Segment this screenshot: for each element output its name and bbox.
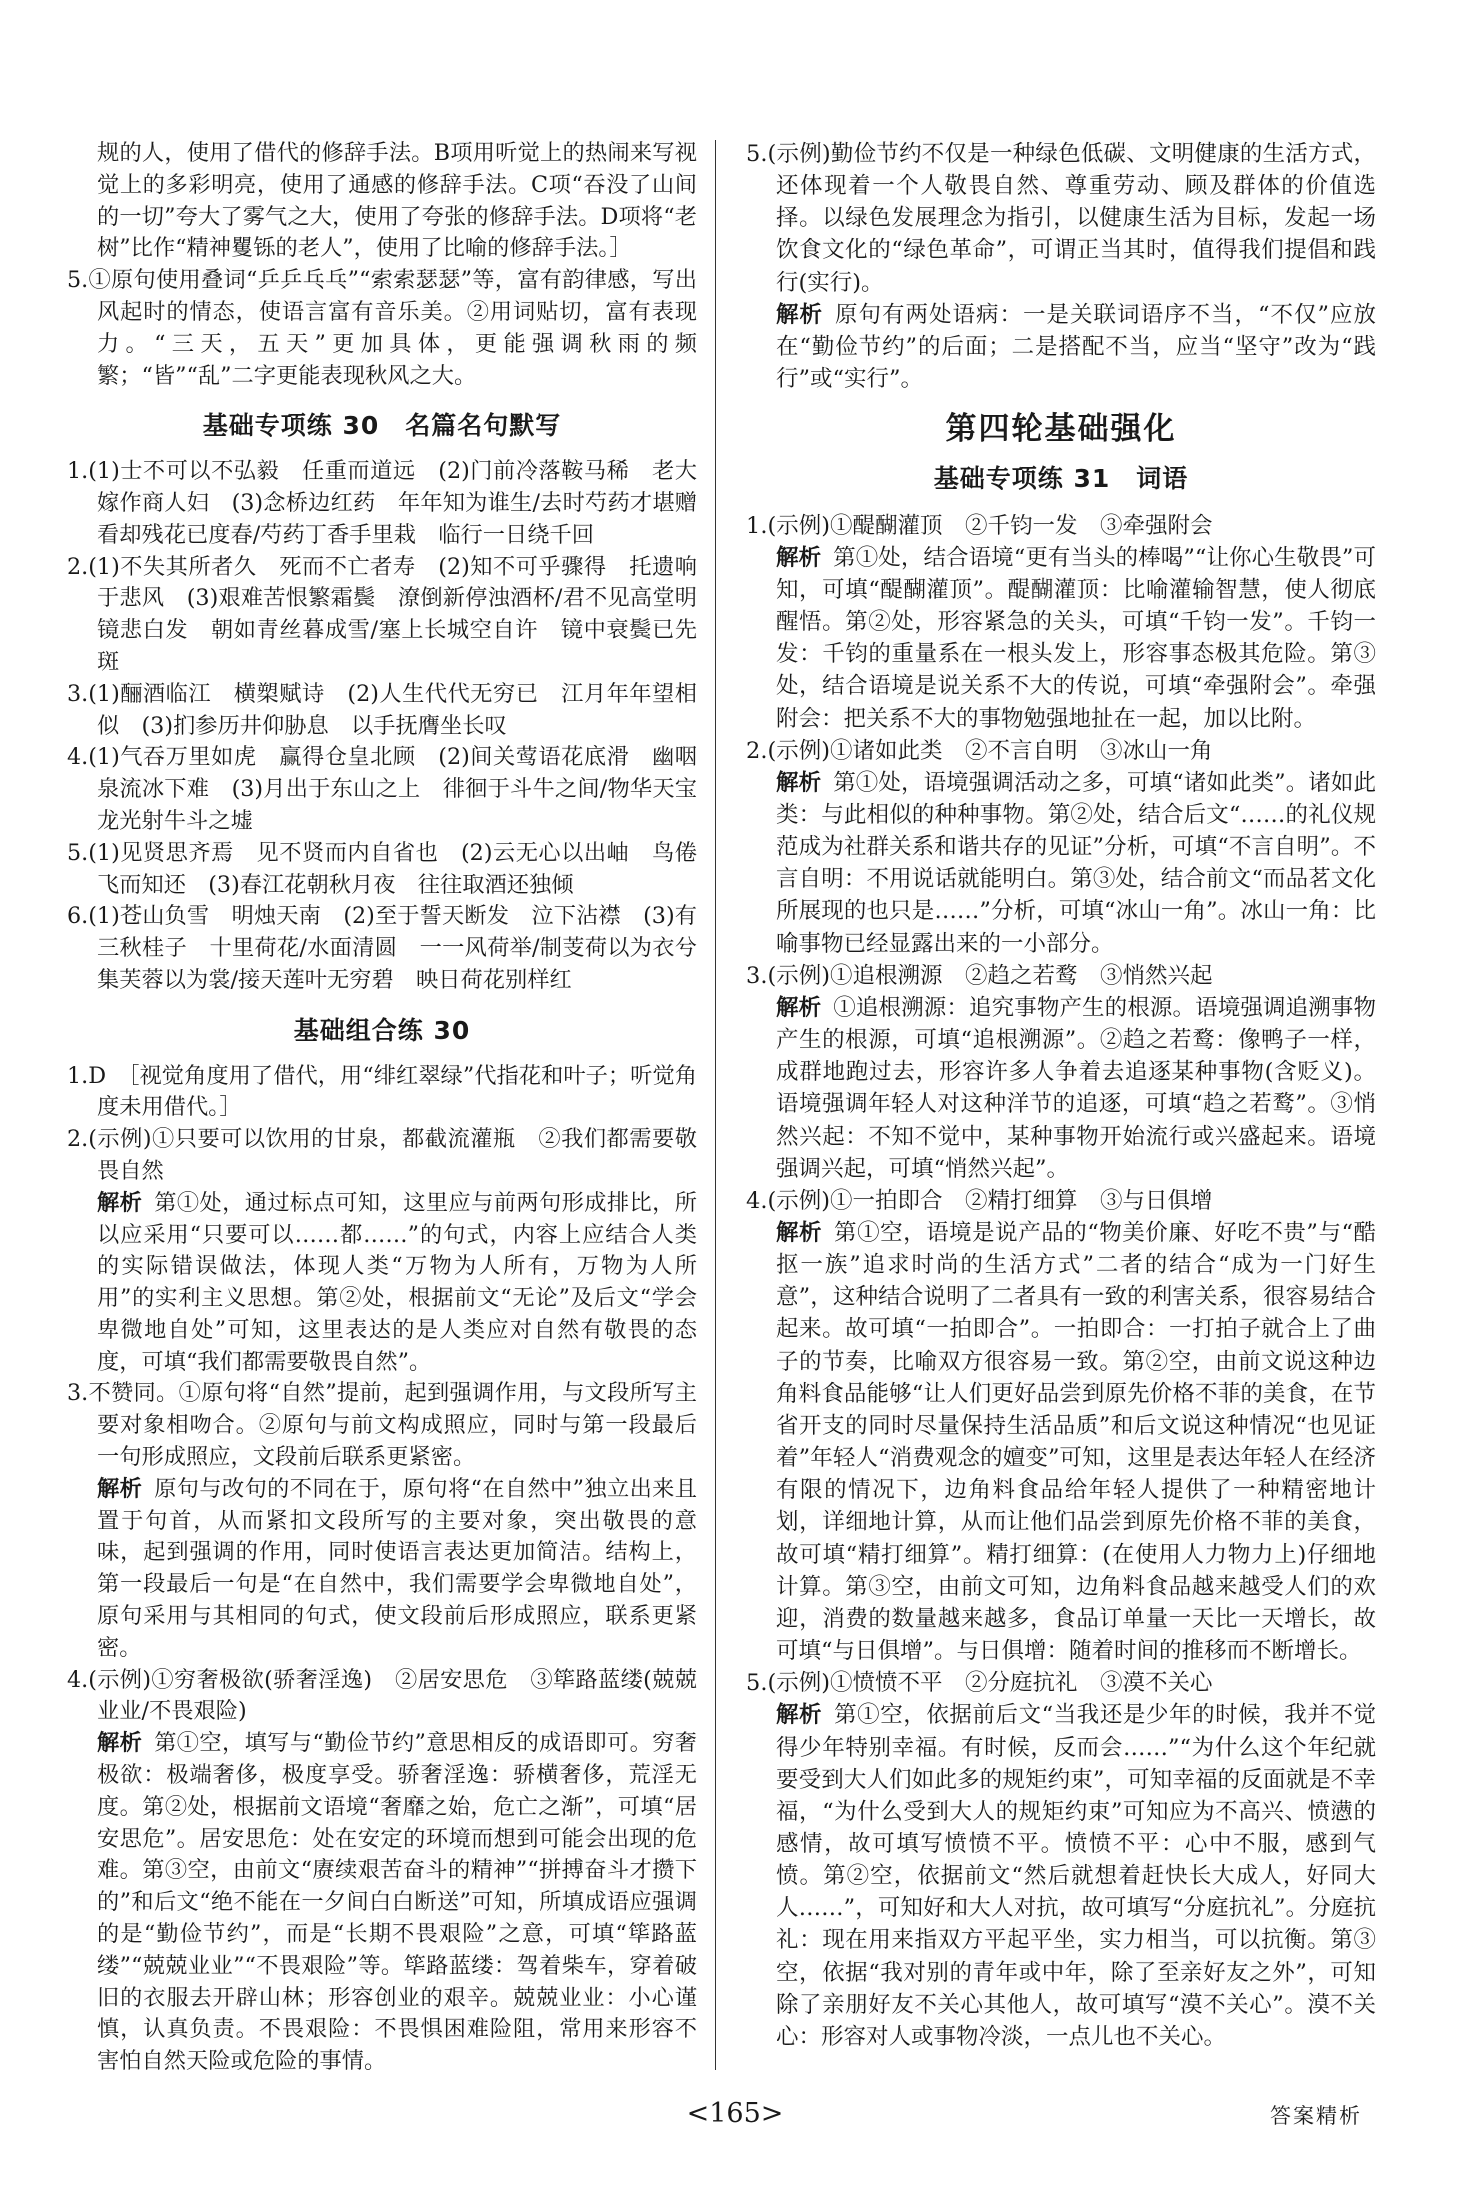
explanation-label: 解析 xyxy=(776,1702,823,1729)
column-divider xyxy=(715,140,716,2070)
section-heading: 基础专项练 30 名篇名句默写 xyxy=(202,411,562,441)
answer-item: 5.(示例)勤俭节约不仅是一种绿色低碳、文明健康的生活方式，还体现着一个人敬畏自然、尊重劳动、顾及群体的价值选择。以绿色发展理念为指引，以健康生活为目标，发起一场饮食文化的“绿色革命”，可谓正当其时，值得我们提倡和践行(实行)。 xyxy=(746,141,1376,296)
answer-item: 5.(1)见贤思齐焉 见不贤而内自省也 (2)云无心以出岫 鸟倦飞而知还 (3)春江花朝秋月夜 往往取酒还独倾 xyxy=(67,839,697,898)
explanation-label: 解析 xyxy=(776,994,822,1021)
explanation xyxy=(746,299,1376,395)
explanation-text: 第①处，通过标点可知，这里应与前两句形成排比，所以应采用“只要可以……都……”的句式，内容上应结合人类的实际错误做法，体现人类“万物为人所有，万物为人所用”的实利主义思想。第②处，根据前文“无论”及后文“学会卑微地自处”可知，这里表达的是人类应对自然有敬畏的态度，可填“我们都需要敬畏自然”。 xyxy=(97,1189,698,1375)
explanation-text: 第①空，语境是说产品的“物美价廉、好吃不贵”与“酷抠一族”追求时尚的生活方式”二者的结合“成为一门好生意”，这种结合说明了二者具有一致的利害关系，很容易结合起来。故可填“一拍即合”。一拍即合：一打拍子就合上了曲子的节奏，比喻双方很容易一致。第②空，由前文说这种边角料食品能够“让人们更好品尝到原先价格不菲的美食，在节省开支的同时尽量保持生活品质”和后文说这种情况“也见证着”年轻人“消费观念的嬗变”可知，这里是表达年轻人在经济有限的情况下，边角料食品给年轻人提供了一种精密地计划，详细地计算，从而让他们品尝到原先价格不菲的美食，故可填“精打细算”。精打细算：(在使用人力物力上)仔细地计算。第③空，由前文可知，边角料食品越来越受人们的欢迎，消费的数量越来越多，食品订单量一天比一天增长，故可填“与日俱增”。与日俱增：随着时间的推移而不断增长。 xyxy=(776,1220,1376,1665)
section-heading: 基础组合练 30 xyxy=(293,1015,471,1045)
explanation-label: 解析 xyxy=(97,1475,143,1502)
explanation xyxy=(67,1188,697,1379)
round-heading: 第四轮基础强化 xyxy=(945,411,1177,448)
answer-item: 1.(1)士不可以不弘毅 任重而道远 (2)门前冷落鞍马稀 老大嫁作商人妇 (3)念桥边红药 年年知为谁生/去时芍药才堪赠 看却残花已度春/芍药丁香手里栽 临行一日绕千回 xyxy=(67,458,720,548)
explanation xyxy=(746,1217,1376,1667)
explanation-text: ①追根溯源：追究事物产生的根源。语境强调追溯事物产生的根源，可填“追根溯源”。②趋之若鹜：像鸭子一样，成群地跑过去，形容许多人争着去追逐某种事物(含贬义)。语境强调年轻人对这种洋节的追逐，可填“趋之若鹜”。③悄然兴起：不知不觉中，某种事物开始流行或兴盛起来。语境强调兴起，可填“悄然兴起”。 xyxy=(776,994,1376,1182)
answer-item: 3.不赞同。①原句将“自然”提前，起到强调作用，与文段所写主要对象相吻合。②原句与前文构成照应，同时与第一段最后一句形成照应，文段前后联系更紧密。 xyxy=(67,1380,697,1471)
answer-item: 4.(示例)①一拍即合 ②精打细算 ③与日俱增 xyxy=(746,1187,1213,1214)
answer-item: 5.①原句使用叠词“乒乒乓乓”“索索瑟瑟”等，富有韵律感，写出风起时的情态，使语言富有音乐美。②用词贴切，富有表现力。“三天，五天”更加具体，更能强调秋雨的频繁；“皆”“乱”二字更能表现秋风之大。 xyxy=(67,267,697,389)
explanation xyxy=(67,1728,697,2078)
answer-item: 6.(1)苍山负雪 明烛天南 (2)至于誓天断发 泣下沾襟 (3)有三秋桂子 十里荷花/水面清圆 一一风荷举/制芰荷以为衣兮 集芙蓉以为裳/接天莲叶无穷碧 映日荷花别样红 xyxy=(67,903,720,993)
explanation-label: 解析 xyxy=(97,1189,143,1216)
answer-item: 5.(示例)①愤愤不平 ②分庭抗礼 ③漠不关心 xyxy=(746,1670,1213,1697)
answer-item: 2.(1)不失其所者久 死而不亡者寿 (2)知不可乎骤得 托遗响于悲风 (3)艰难苦恨繁霜鬓 潦倒新停浊酒杯/君不见高堂明镜悲白发 朝如青丝暮成雪/塞上长城空自许 镜中衰鬓已先斑 xyxy=(67,553,697,675)
right-column xyxy=(746,138,1376,2053)
footer-label: 答案精析 xyxy=(1270,2104,1362,2128)
answer-item: 3.(示例)①追根溯源 ②趋之若鹜 ③悄然兴起 xyxy=(746,962,1213,989)
answer-item: 2.(示例)①诸如此类 ②不言自明 ③冰山一角 xyxy=(746,737,1213,764)
explanation-label: 解析 xyxy=(776,769,822,796)
answer-item: 2.(示例)①只要可以饮用的甘泉，都截流灌瓶 ②我们都需要敬畏自然 xyxy=(67,1126,697,1184)
explanation-text: 第①处，语境强调活动之多，可填“诸如此类”。诸如此类：与此相似的种种事物。第②处，结合后文“……的礼仪规范成为社群关系和谐共存的见证”分析，可填“不言自明”。不言自明：不用说话就能明白。第③处，结合前文“而品茗文化所展现的也只是……”分析，可填“冰山一角”。冰山一角：比喻事物已经显露出来的一小部分。 xyxy=(776,769,1376,957)
explanation-label: 解析 xyxy=(776,301,823,328)
answer-item: 3.(1)酾酒临江 横槊赋诗 (2)人生代代无穷已 江月年年望相似 (3)扪参历井仰胁息 以手抚膺坐长叹 xyxy=(67,680,697,739)
left-column xyxy=(67,138,720,2078)
answer-item: 4.(1)气吞万里如虎 赢得仓皇北顾 (2)间关莺语花底滑 幽咽泉流冰下难 (3)月出于东山之上 徘徊于斗牛之间/物华天宝 龙光射牛斗之墟 xyxy=(67,744,720,834)
explanation xyxy=(67,1474,697,1665)
explanation-label: 解析 xyxy=(776,1220,823,1246)
explanation xyxy=(746,767,1376,960)
page-number: <165> xyxy=(686,2098,784,2129)
explanation xyxy=(746,542,1376,735)
explanation-text: 第①处，结合语境“更有当头的棒喝”“让你心生敬畏”可知，可填“醍醐灌顶”。醍醐灌顶：比喻灌输智慧，使人彻底醒悟。第②处，形容紧急的关头，可填“千钧一发”。千钧一发：千钧的重量系在一根头发上，形容事态极其危险。第③处，结合语境是说关系不大的传说，可填“牵强附会”。牵强附会：把关系不大的事物勉强地扯在一起，加以比附。 xyxy=(776,544,1376,732)
answer-item: 1.(示例)①醍醐灌顶 ②千钧一发 ③牵强附会 xyxy=(746,512,1213,539)
answer-item: 4.(示例)①穷奢极欲(骄奢淫逸) ②居安思危 ③筚路蓝缕(兢兢业业/不畏艰险) xyxy=(67,1666,697,1725)
explanation-text: 原句有两处语病：一是关联词语序不当，“不仅”应放在“勤俭节约”的后面；二是搭配不当，应当“坚守”改为“践行”或“实行”。 xyxy=(776,301,1376,393)
section-heading: 基础专项练 31 词语 xyxy=(933,464,1189,494)
explanation-label: 解析 xyxy=(97,1730,143,1757)
explanation-label: 解析 xyxy=(776,544,822,571)
explanation-text: 原句与改句的不同在于，原句将“在自然中”独立出来且置于句首，从而紧扣文段所写的主要对象，突出敬畏的意味，起到强调的作用，同时使语言表达更加简洁。结构上，第一段最后一句是“在自然中，我们需要学会卑微地自处”，原句采用与其相同的句式，使文段前后形成照应，联系更紧密。 xyxy=(97,1475,698,1661)
explanation-text: 第①空，依据前后文“当我还是少年的时候，我并不觉得少年特别幸福。有时候，反而会……”“为什么这个年纪就要受到大人们如此多的规矩约束”，可知幸福的反面就是不幸福，“为什么受到大人的规矩约束”可知应为不高兴、愤懑的感情，故可填写愤愤不平。愤愤不平：心中不服，感到气愤。第②空，依据前文“然后就想着赶快长大成人，好同大人……”，可知好和大人对抗，故可填写“分庭抗礼”。分庭抗礼：现在用来指双方平起平坐，实力相当，可以抗衡。第③空，依据“我对别的青年或中年，除了至亲好友之外”，可知除了亲朋好友不关心其他人，故可填写“漠不关心”。漠不关心：形容对人或事物冷淡，一点儿也不关心。 xyxy=(776,1702,1376,2050)
answer-item: 1.D ［视觉角度用了借代，用“绯红翠绿”代指花和叶子；听觉角度未用借代。］ xyxy=(67,1062,697,1121)
paragraph-continued: 规的人，使用了借代的修辞手法。B项用听觉上的热闹来写视觉上的多彩明亮，使用了通感的修辞手法。C项“吞没了山间的一切”夸大了雾气之大，使用了夸张的修辞手法。D项将“老树”比作“精神矍铄的老人”，使用了比喻的修辞手法。］ xyxy=(97,140,697,262)
explanation xyxy=(746,1699,1376,2053)
explanation-text: 第①空，填写与“勤俭节约”意思相反的成语即可。穷奢极欲：极端奢侈，极度享受。骄奢淫逸：骄横奢侈，荒淫无度。第②处，根据前文语境“奢靡之始，危亡之渐”，可填“居安思危”。居安思危：处在安定的环境而想到可能会出现的危难。第③空，由前文“赓续艰苦奋斗的精神”“拼搏奋斗才攒下的”和后文“绝不能在一夕间白白断送”可知，所填成语应强调的是“勤俭节约”，而是“长期不畏艰险”之意，可填“筚路蓝缕”“兢兢业业”“不畏艰险”等。筚路蓝缕：驾着柴车，穿着破旧的衣服去开辟山林；形容创业的艰辛。兢兢业业：小心谨慎，认真负责。不畏艰险：不畏惧困难险阻，常用来形容不害怕自然天险或危险的事情。 xyxy=(97,1730,698,2075)
explanation xyxy=(746,992,1376,1185)
